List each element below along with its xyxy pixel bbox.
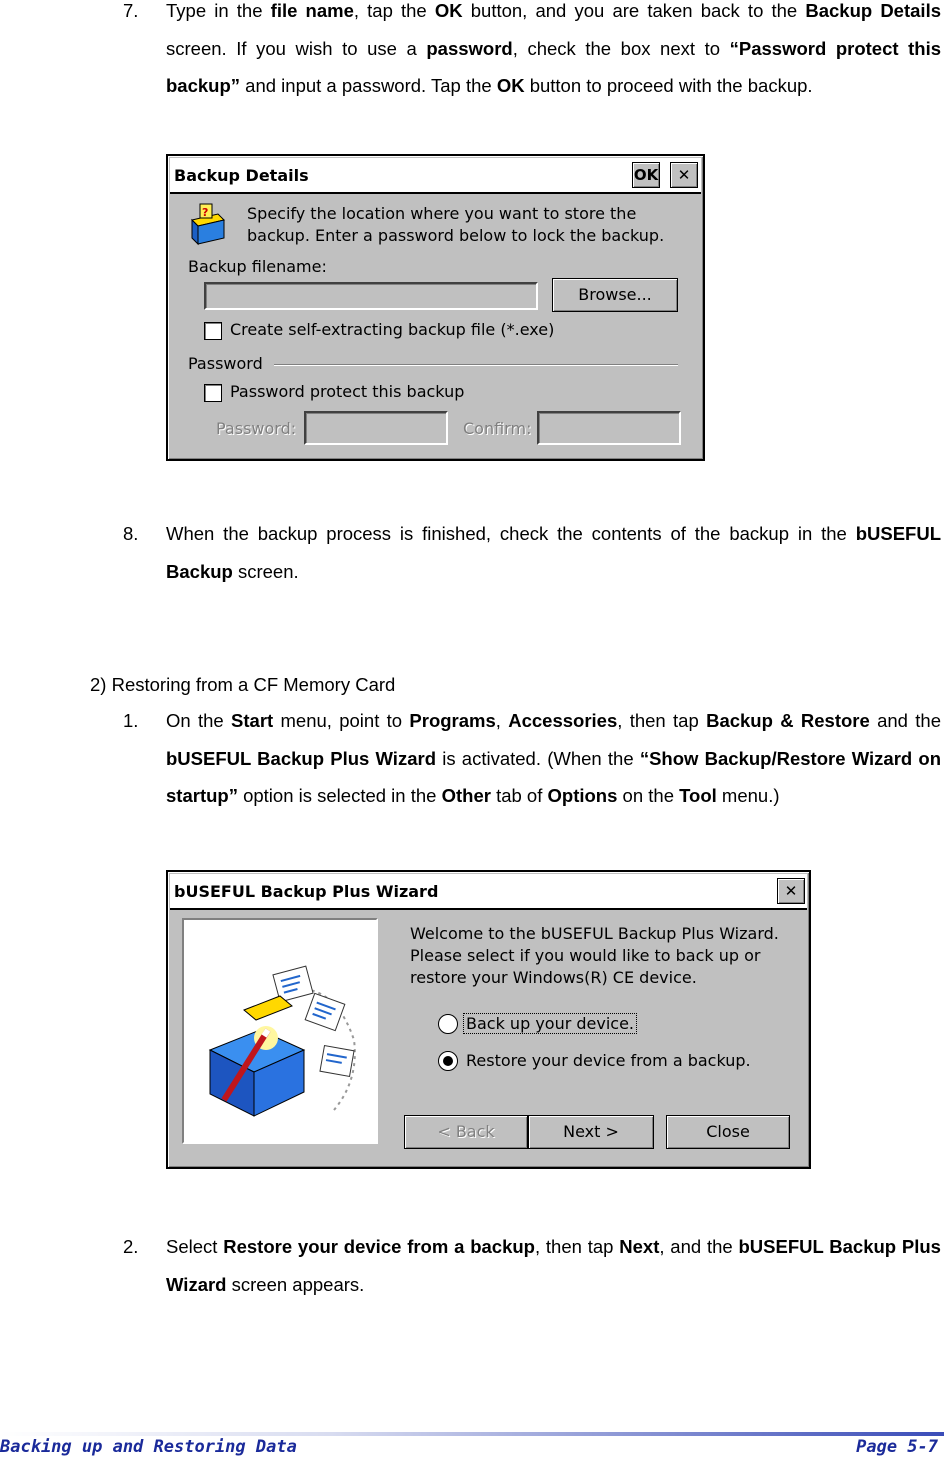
- self-extract-label: Create self-extracting backup file (*.exe): [230, 320, 555, 339]
- section-2-heading: 2) Restoring from a CF Memory Card: [90, 674, 396, 695]
- self-extract-checkbox[interactable]: [204, 322, 222, 340]
- password-input[interactable]: [304, 411, 448, 445]
- backup-radio[interactable]: [438, 1014, 458, 1034]
- dialog-description-line1: Specify the location where you want to store the: [247, 204, 637, 223]
- wizard-title: bUSEFUL Backup Plus Wizard: [174, 882, 439, 901]
- dialog-title-bar: [170, 158, 701, 194]
- password-protect-checkbox[interactable]: [204, 384, 222, 402]
- step-1-text: On the Start menu, point to Programs, Accessories, then tap Backup & Restore and the bUSEFUL Backup Plus Wizard is activated. (When the “Show Backup/Restore Wizard on startup” option is selected in the Other tab of Options on the Tool menu.): [166, 710, 942, 806]
- browse-button[interactable]: Browse...: [552, 278, 678, 312]
- confirm-input[interactable]: [537, 411, 681, 445]
- ok-button[interactable]: OK: [632, 162, 660, 188]
- back-button[interactable]: < Back: [404, 1115, 528, 1149]
- confirm-label: Confirm:: [463, 419, 532, 438]
- backup-option-label[interactable]: Back up your device.: [466, 1014, 635, 1033]
- step-1-number: 1.: [123, 710, 139, 731]
- backup-wizard-dialog: [166, 870, 811, 1169]
- welcome-line1: Welcome to the bUSEFUL Backup Plus Wizard.: [410, 924, 779, 943]
- magic-box-icon: [184, 920, 376, 1142]
- password-group-divider: [274, 364, 678, 366]
- filename-input[interactable]: [204, 282, 538, 310]
- password-group-label: Password: [188, 354, 263, 373]
- svg-text:?: ?: [202, 206, 209, 219]
- password-label: Password:: [216, 419, 297, 438]
- footer-divider: [0, 1432, 944, 1436]
- step-7-number: 7.: [123, 0, 139, 21]
- filename-label: Backup filename:: [188, 257, 327, 276]
- close-button[interactable]: Close: [666, 1115, 790, 1149]
- step-8-text: When the backup process is finished, check the contents of the backup in the bUSEFUL Backup screen.: [166, 523, 941, 582]
- wizard-title-bar: [170, 874, 807, 910]
- next-button[interactable]: Next >: [528, 1115, 654, 1149]
- footer-section-title: Backing up and Restoring Data: [0, 1437, 297, 1457]
- backup-details-dialog: [166, 154, 705, 461]
- close-icon[interactable]: ✕: [670, 162, 698, 188]
- dialog-title: Backup Details: [174, 166, 309, 185]
- backup-folder-icon: [188, 202, 226, 246]
- step-2-number: 2.: [123, 1236, 139, 1257]
- step-8-number: 8.: [123, 523, 139, 544]
- restore-option-label[interactable]: Restore your device from a backup.: [466, 1051, 751, 1070]
- password-protect-label: Password protect this backup: [230, 382, 465, 401]
- wizard-illustration-panel: [182, 918, 378, 1144]
- step-7-text: Type in the file name, tap the OK button, and you are taken back to the Backup Details screen. If you wish to use a password, check the box next to “Password protect this backup” and input a password. Tap the OK button to proceed with the backup.: [166, 0, 941, 96]
- dialog-description-line2: backup. Enter a password below to lock the backup.: [247, 226, 665, 245]
- welcome-line2: Please select if you would like to back up or: [410, 946, 761, 965]
- step-2-text: Select Restore your device from a backup, then tap Next, and the bUSEFUL Backup Plus Wizard screen appears.: [166, 1236, 941, 1295]
- restore-radio[interactable]: [438, 1051, 458, 1071]
- footer-page-number: Page 5-7: [856, 1437, 938, 1457]
- close-icon[interactable]: ✕: [777, 878, 805, 904]
- welcome-line3: restore your Windows(R) CE device.: [410, 968, 697, 987]
